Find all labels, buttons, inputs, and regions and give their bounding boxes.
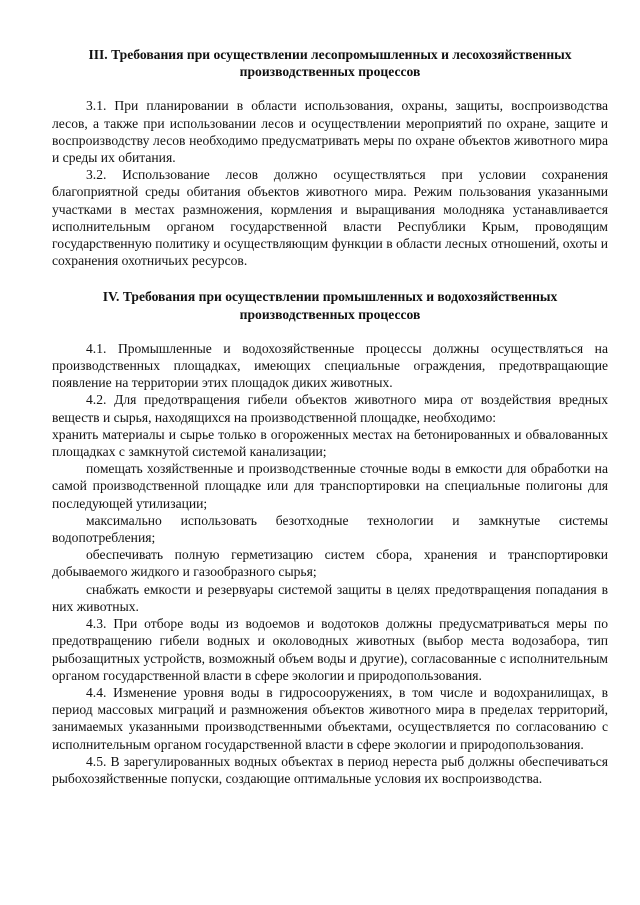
- paragraph-4-5: 4.5. В зарегулированных водных объектах в период нереста рыб должны обеспечиваться рыбохозяйственные попуски, создающие оптимальные условия их воспроизводства.: [52, 753, 608, 786]
- paragraph-4-2: 4.2. Для предотвращения гибели объектов животного мира от воздействия вредных веществ и сырья, находящихся на производственной площадке, необходимо:: [52, 392, 608, 425]
- document-page: [52, 46, 608, 787]
- list-item-tank-protection: снабжать емкости и резервуары системой защиты в целях предотвращения попадания в них животных.: [52, 581, 608, 614]
- section-4-heading: IV. Требования при осуществлении промышленных и водохозяйственных производственных процессов: [102, 289, 558, 322]
- paragraph-3-1: 3.1. При планировании в области использования, охраны, защиты, воспроизводства лесов, а также при использовании лесов и осуществлении мероприятий по охране, защите и воспроизводству лесов необходимо предусматривать меры по охране объектов животного мира и среды их обитания.: [52, 98, 608, 166]
- list-item-sealing: обеспечивать полную герметизацию систем сбора, хранения и транспортировки добываемого жидкого и газообразного сырья;: [52, 547, 608, 580]
- paragraph-3-2: 3.2. Использование лесов должно осуществляться при условии сохранения благоприятной среды обитания объектов животного мира. Режим пользования указанными участками в местах размножения, кормления и выращивания молодняка устанавливается исполнительным органом государственной власти Республики Крым, проводящим государственную политику и осуществляющим функции в области лесных отношений, охоты и сохранения охотничьих ресурсов.: [52, 167, 608, 269]
- list-item-wasteless-tech: максимально использовать безотходные технологии и замкнутые системы водопотребления;: [52, 512, 608, 546]
- paragraph-4-3: 4.3. При отборе воды из водоемов и водотоков должны предусматриваться меры по предотвращению гибели водных и околоводных животных (выбор места водозабора, тип рыбозащитных устройств, возможный объем воды и другие), согласованные с исполнительным органом государственной власти в сфере экологии и природопользования.: [52, 616, 608, 683]
- section-3-heading: III. Требования при осуществлении лесопромышленных и лесохозяйственных производственных процессов: [88, 47, 572, 80]
- paragraph-4-4: 4.4. Изменение уровня воды в гидросооружениях, в том числе и водохранилищах, в период массовых миграций и размножения объектов животного мира в пределах территорий, занимаемых указанными производственными объектами, осуществляется по согласованию с исполнительным органом государственной власти в сфере экологии и природопользования.: [52, 684, 608, 752]
- list-item-store-materials: хранить материалы и сырье только в огороженных местах на бетонированных и обвалованных площадках с замкнутой системой канализации;: [52, 426, 608, 460]
- list-item-wastewater: помещать хозяйственные и производственные сточные воды в емкости для обработки на самой производственной площадке или для транспортировки на специальные полигоны для последующей утилизации;: [52, 461, 608, 511]
- paragraph-4-1: 4.1. Промышленные и водохозяйственные процессы должны осуществляться на производственных площадках, имеющих специальные ограждения, предотвращающие появление на территории этих площадок диких животных.: [52, 340, 608, 391]
